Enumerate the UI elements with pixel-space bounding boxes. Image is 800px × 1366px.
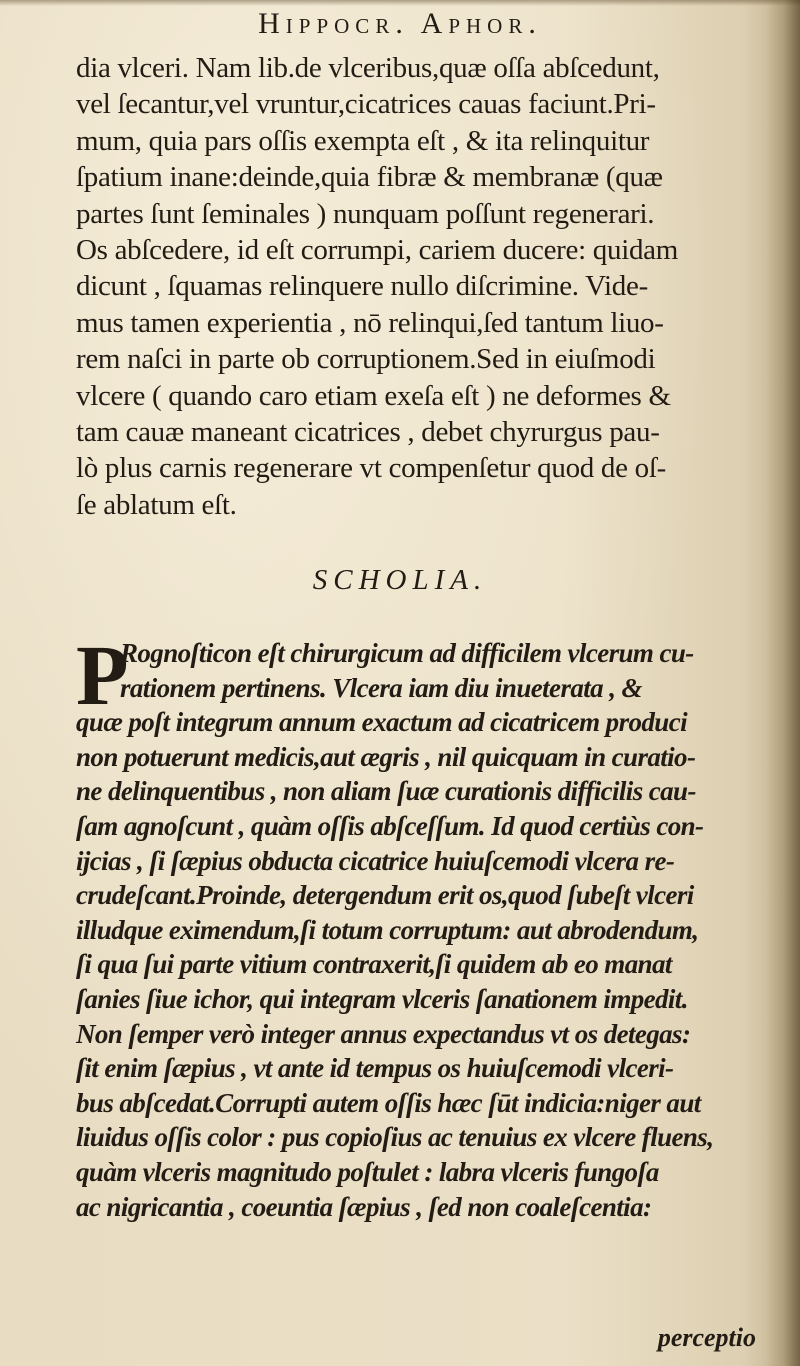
text-line: vel ſecantur,vel vruntur,cicatrices cauas faciunt.Pri- [76, 88, 656, 121]
text-line: vlcere ( quando caro etiam exeſa eſt ) ne deformes & [76, 379, 671, 412]
section-title: SCHOLIA. [312, 564, 488, 596]
text-line: Os abſcedere, id eſt corrumpi, cariem ducere: quidam [76, 234, 678, 267]
text-line: mus tamen experientia , nō relinqui,ſed tantum liuo- [76, 306, 664, 339]
text-line: crudeſcant.Proinde, detergendum erit os,quod ſubeſt vlceri [76, 880, 694, 911]
text-line: ijcias , ſi ſæpius obducta cicatrice huiuſcemodi vlcera re- [76, 845, 675, 876]
drop-cap-initial: P [76, 627, 129, 723]
text-line: rem naſci in parte ob corruptionem.Sed in eiuſmodi [76, 343, 656, 376]
text-line: ac nigricantia , coeuntia ſæpius , ſed non coaleſcentia: [76, 1191, 652, 1222]
commentary-text [76, 50, 766, 523]
running-head: Hippocr. Aphor. [258, 7, 542, 40]
text-line: ſam agnoſcunt , quàm oſſis abſceſſum. Id quod certiùs con- [76, 810, 704, 841]
text-line: dicunt , ſquamas relinquere nullo diſcrimine. Vide- [76, 270, 648, 303]
text-line: Non ſemper verò integer annus expectandus vt os detegas: [76, 1018, 691, 1049]
text-line: ne delinquentibus , non aliam ſuæ curationis difficilis cau- [76, 776, 696, 807]
text-line: ſpatium inane:deinde,quia fibræ & membranæ (quæ [76, 161, 663, 194]
text-line: lò plus carnis regenerare vt compenſetur quod de oſ- [76, 452, 666, 485]
text-line: ſanies ſiue ichor, qui integram vlceris ſanationem impedit. [76, 983, 688, 1014]
text-line: partes ſunt ſeminales ) nunquam poſſunt regenerari. [76, 197, 655, 230]
catchword: perceptio [657, 1323, 756, 1352]
text-line: Rognoſticon eſt chirurgicum ad difficilem vlcerum cu- [120, 638, 694, 668]
text-line: mum, quia pars oſſis exempta eſt , & ita relinquitur [76, 124, 650, 157]
text-line: bus abſcedat.Corrupti autem oſſis hæc ſūt indicia:niger aut [76, 1087, 701, 1118]
text-line: non potuerunt medicis,aut ægris , nil quicquam in curatio- [76, 741, 696, 772]
text-line: liuidus oſſis color : pus copioſius ac tenuius ex vlcere fluens, [76, 1122, 714, 1153]
text-line: quàm vlceris magnitudo poſtulet : labra vlceris fungoſa [76, 1156, 659, 1187]
text-line: rationem pertinens. Vlcera iam diu inueterata , & [120, 672, 642, 703]
text-line: ſe ablatum eſt. [76, 488, 237, 521]
text-line: tam cauæ maneant cicatrices , debet chyrurgus pau- [76, 416, 660, 449]
scholia-text [76, 636, 766, 1224]
text-line: dia vlceri. Nam lib.de vlceribus,quæ oſſa abſcedunt, [76, 52, 660, 84]
text-line: ſi qua ſui parte vitium contraxerit,ſi quidem ab eo manat [76, 949, 672, 980]
page-gutter-shadow [766, 0, 800, 1366]
text-line: quæ poſt integrum annum exactum ad cicatricem produci [76, 707, 687, 738]
text-line: ſit enim ſæpius , vt ante id tempus os huiuſcemodi vlceri- [76, 1053, 674, 1084]
text-line: illudque eximendum,ſi totum corruptum: aut abrodendum, [76, 914, 699, 945]
